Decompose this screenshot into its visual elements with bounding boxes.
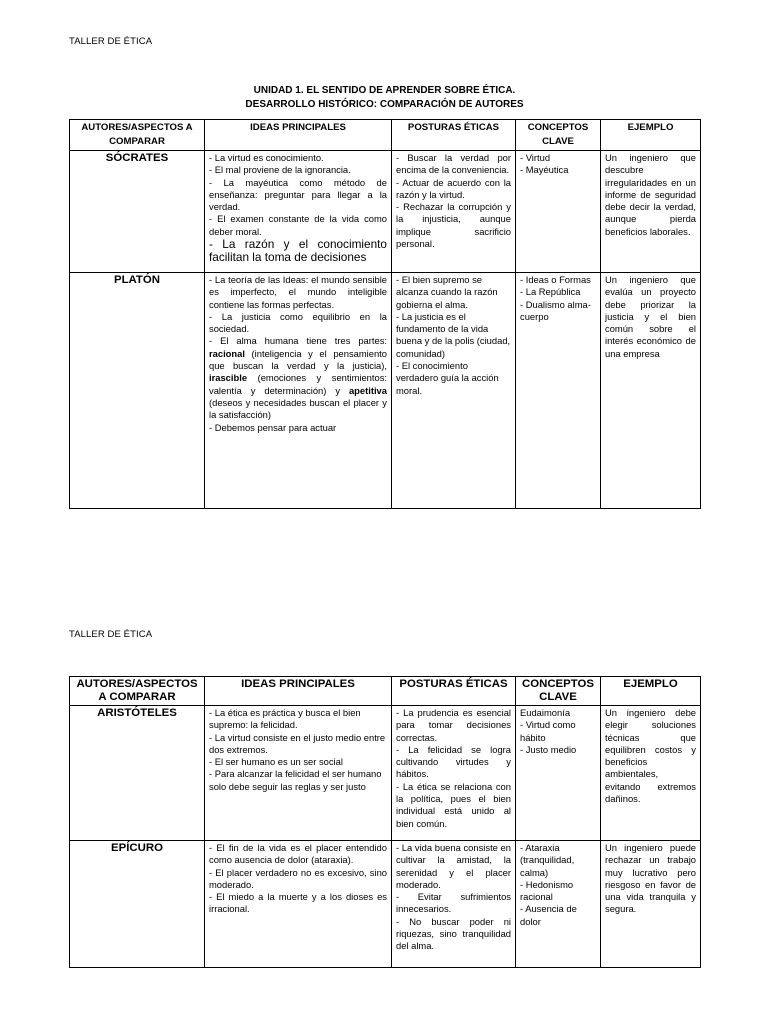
idea-item: - El fin de la vida es el placer entendido como ausencia de dolor (ataraxia).: [209, 842, 387, 866]
postures-cell: [392, 841, 516, 968]
idea-item: - El examen constante de la vida como deber moral.: [209, 213, 387, 237]
example-cell: Un ingeniero puede rechazar un trabajo muy lucrativo pero riesgoso en favor de una vida tranquila y segura.: [601, 841, 701, 968]
posture-item: - La vida buena consiste en cultivar la amistad, la serenidad y el placer moderado.: [396, 842, 511, 890]
comparison-table-1: [69, 119, 701, 509]
document-title: [69, 84, 700, 112]
column-header-example: EJEMPLO: [601, 120, 701, 151]
posture-item: - Actuar de acuerdo con la razón y la virtud.: [396, 176, 511, 200]
posture-item: - Rechazar la corrupción y la injusticia, aunque implique sacrificio personal.: [396, 201, 511, 250]
column-header-concepts: CONCEPTOS CLAVE: [516, 677, 601, 706]
concept-item: Eudaimonía: [520, 707, 571, 718]
idea-item: - Para alcanzar la felicidad el ser humano solo debe seguir las reglas y ser justo: [209, 768, 382, 792]
idea-item: - La virtud consiste en el justo medio entre dos extremos.: [209, 731, 386, 755]
idea-item: - El miedo a la muerte y a los dioses es irracional.: [209, 891, 387, 915]
column-header-authors: AUTORES/ASPECTOS A COMPARAR: [70, 677, 205, 706]
posture-item: - El bien supremo se alcanza cuando la razón gobierna el alma.: [396, 274, 498, 310]
table-row: [70, 706, 701, 841]
idea-item: - La virtud es conocimiento.: [209, 152, 324, 163]
idea-item: - El placer verdadero no es excesivo, sino moderado.: [209, 866, 387, 890]
concept-item: - Ideas o Formas: [520, 274, 591, 285]
author-cell: EPÍCURO: [70, 841, 205, 968]
concept-item: - La República: [520, 286, 581, 298]
idea-item: - La teoría de las Ideas: el mundo sensible es imperfecto, el mundo inteligible contiene las formas perfectas.: [209, 274, 387, 310]
idea-item: - La razón y el conocimiento facilitan la toma de decisiones: [209, 237, 387, 265]
ideas-cell: [205, 841, 392, 968]
concepts-cell: [516, 841, 601, 968]
idea-item: - El mal proviene de la ignorancia.: [209, 164, 351, 176]
column-header-authors: AUTORES/ASPECTOS A COMPARAR: [70, 120, 205, 151]
title-line-2: DESARROLLO HISTÓRICO: COMPARACIÓN DE AUTORES: [245, 99, 524, 110]
idea-item: - La mayéutica como método de enseñanza: preguntar para llegar a la verdad.: [209, 176, 387, 213]
ideas-cell: [205, 273, 392, 509]
posture-item: - El conocimiento verdadero guía la acción moral.: [396, 360, 499, 396]
concept-item: - Mayéutica: [520, 164, 569, 176]
concepts-cell: [516, 706, 601, 841]
table-header-row: [70, 120, 701, 151]
concept-item: - Ataraxia (tranquilidad, calma): [520, 842, 575, 878]
idea-item: - Debemos pensar para actuar: [209, 421, 337, 433]
ideas-cell: [205, 151, 392, 273]
table-row: [70, 273, 701, 509]
example-cell: Un ingeniero que descubre irregularidades en un informe de seguridad debe decir la verdad, aunque pierda beneficios laborales.: [601, 151, 701, 273]
comparison-table-2: [69, 676, 701, 968]
postures-cell: [392, 273, 516, 509]
posture-item: - Evitar sufrimientos innecesarios.: [396, 891, 511, 915]
posture-item: - Buscar la verdad por encima de la conveniencia.: [396, 152, 511, 176]
concept-item: - Dualismo alma-cuerpo: [520, 298, 591, 322]
idea-item: - La justicia como equilibrio en la sociedad.: [209, 310, 387, 335]
column-header-postures: POSTURAS ÉTICAS: [392, 677, 516, 706]
concept-item: - Hedonismo racional: [520, 878, 574, 903]
concept-item: - Ausencia de dolor: [520, 903, 577, 927]
idea-item: - El ser humano es un ser social: [209, 756, 343, 768]
posture-item: - La justicia es el fundamento de la vida buena y de la polis (ciudad, comunidad): [396, 310, 511, 359]
author-cell: SÓCRATES: [70, 151, 205, 273]
postures-cell: [392, 706, 516, 841]
author-cell: PLATÓN: [70, 273, 205, 509]
page-header-label: TALLER DE ÉTICA: [69, 36, 153, 47]
concept-item: - Virtud: [520, 152, 551, 163]
ideas-cell: [205, 706, 392, 841]
column-header-example: EJEMPLO: [601, 677, 701, 706]
column-header-postures: POSTURAS ÉTICAS: [392, 120, 516, 151]
example-cell: Un ingeniero que evalúa un proyecto debe priorizar la justicia y el bien común sobre el interés económico de una empresa: [601, 273, 701, 509]
page-2-header-label: TALLER DE ÉTICA: [69, 629, 153, 640]
postures-cell: [392, 151, 516, 273]
concept-item: - Justo medio: [520, 743, 577, 755]
idea-item: - La ética es práctica y busca el bien supremo: la felicidad.: [209, 707, 361, 731]
concept-item: - Virtud como hábito: [520, 719, 576, 743]
example-cell: Un ingeniero debe elegir soluciones técnicas que equilibren costos y beneficios ambientales, evitando extremos dañinos.: [601, 706, 701, 841]
concepts-cell: [516, 273, 601, 509]
author-cell: ARISTÓTELES: [70, 706, 205, 841]
table-row: [70, 841, 701, 968]
column-header-ideas: IDEAS PRINCIPALES: [205, 120, 392, 151]
table-header-row: [70, 677, 701, 706]
table-row: [70, 151, 701, 273]
posture-item: - La ética se relaciona con la política, pues el bien individual está unido al bien común.: [396, 780, 511, 829]
posture-item: - No buscar poder ni riquezas, sino tranquilidad del alma.: [396, 915, 511, 952]
posture-item: - La felicidad se logra cultivando virtudes y hábitos.: [396, 743, 511, 780]
idea-item-soul: - El alma humana tiene tres partes: racional (inteligencia y el pensamiento que buscan la verdad y la justicia), irascible (emociones y sentimientos: valentía y determinación) y apetitiva (deseos y necesidades buscan el placer y la satisfacción): [209, 335, 388, 421]
column-header-ideas: IDEAS PRINCIPALES: [205, 677, 392, 706]
title-line-1: UNIDAD 1. EL SENTIDO DE APRENDER SOBRE ÉTICA.: [253, 85, 516, 96]
concepts-cell: [516, 151, 601, 273]
column-header-concepts: CONCEPTOS CLAVE: [516, 120, 601, 151]
posture-item: - La prudencia es esencial para tomar decisiones correctas.: [396, 707, 511, 743]
